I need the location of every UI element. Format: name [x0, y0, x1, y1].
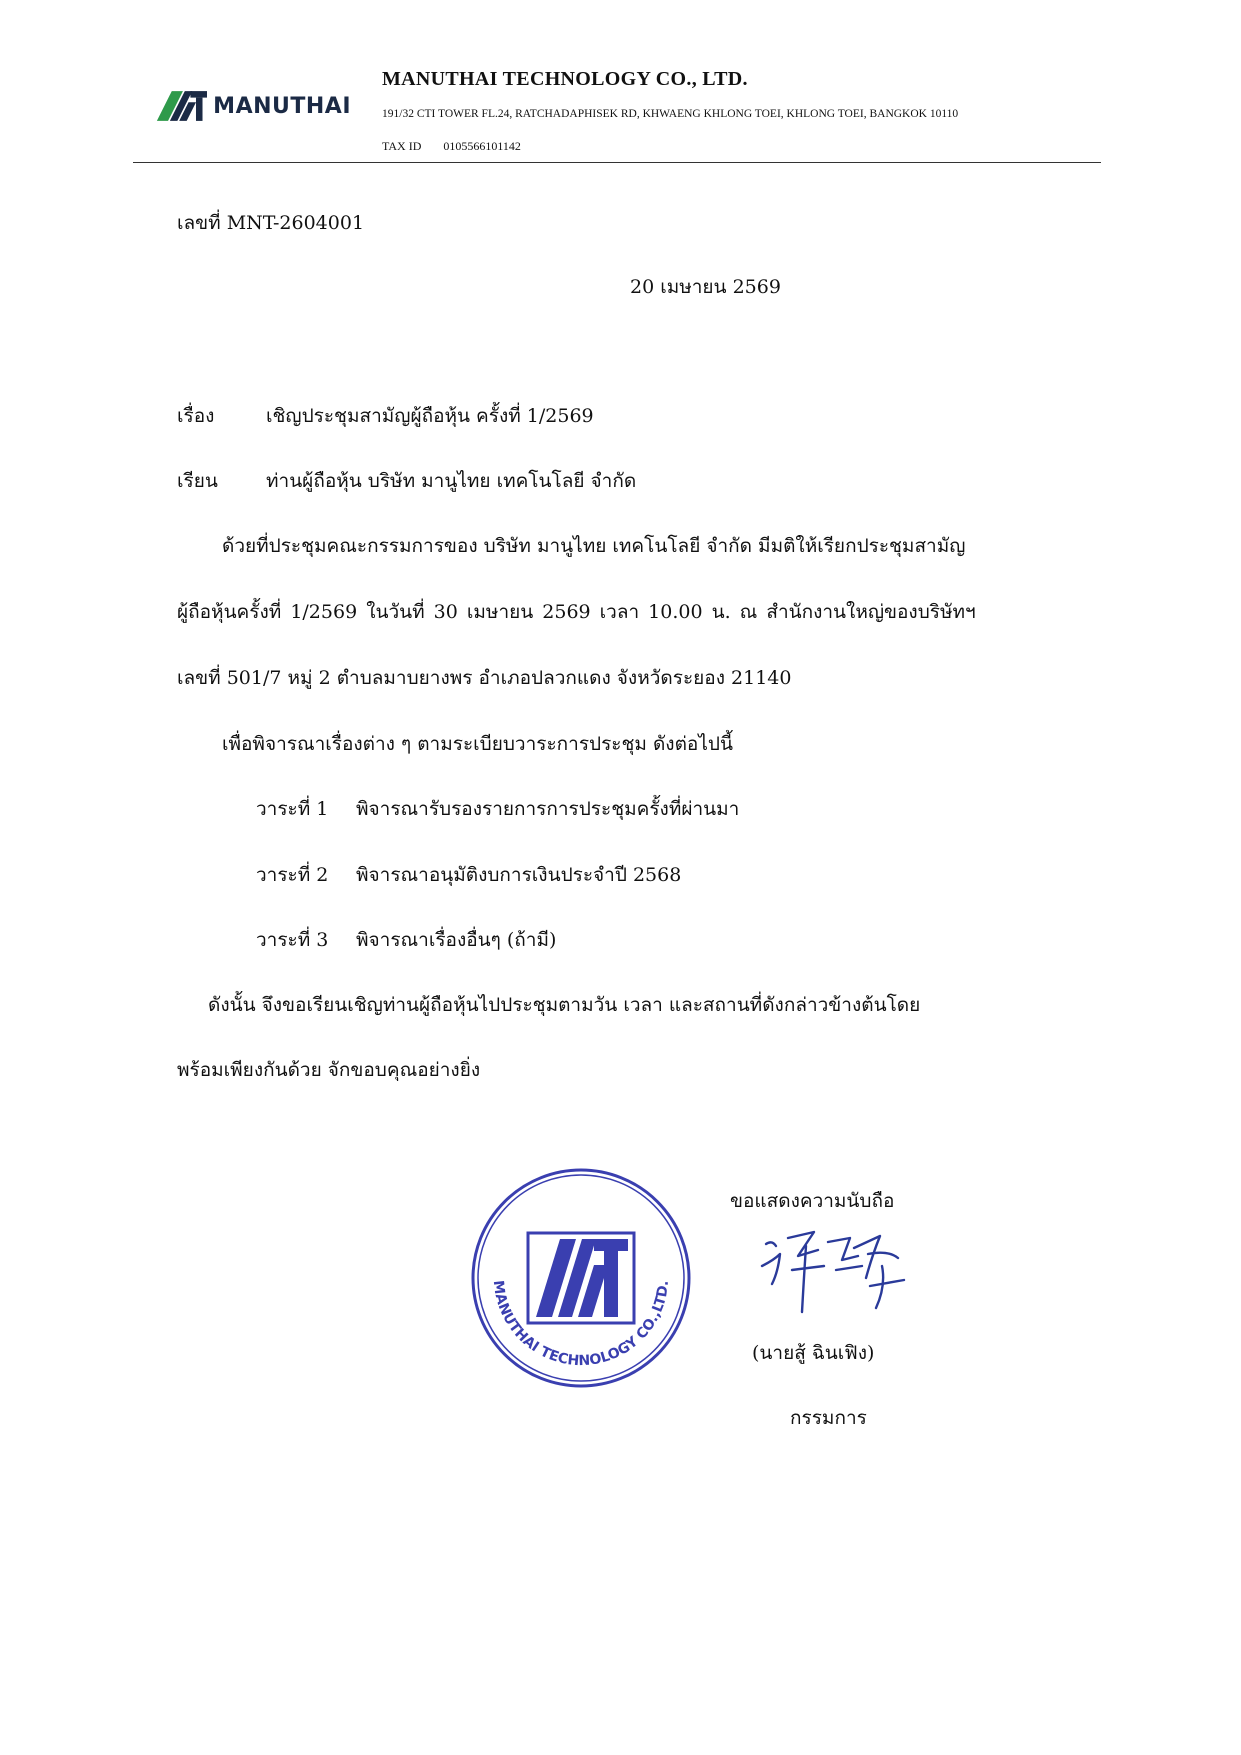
tax-id-line: [382, 139, 521, 154]
recipient-text: ท่านผู้ถือหุ้น บริษัท มานูไทย เทคโนโลยี จำกัด: [266, 470, 637, 492]
company-address: 191/32 CTI TOWER FL.24, RATCHADAPHISEK RD, KHWAENG KHLONG TOEI, KHLONG TOEI, BANGKOK 10110: [382, 108, 959, 120]
manuthai-logo-icon: [155, 88, 207, 124]
agenda-number: วาระที่ 3: [256, 929, 329, 951]
body-line-1: ด้วยที่ประชุมคณะกรรมการของ บริษัท มานูไทย เทคโนโลยี จำกัด มีมติให้เรียกประชุมสามัญ: [222, 535, 966, 557]
subject-text: เชิญประชุมสามัญผู้ถือหุ้น ครั้งที่ 1/2569: [266, 405, 594, 427]
agenda-text: พิจารณาเรื่องอื่นๆ (ถ้ามี): [356, 929, 557, 951]
seal-bottom-text: MANUTHAI TECHNOLOGY CO.,LTD.: [489, 1279, 672, 1370]
closing-line-1: ดังนั้น จึงขอเรียนเชิญท่านผู้ถือหุ้นไปประชุมตามวัน เวลา และสถานที่ดังกล่าวข้างต้นโดย: [208, 994, 921, 1016]
handwritten-signature: [758, 1226, 918, 1322]
tax-id-label: TAX ID: [382, 139, 422, 153]
seal-logo-icon: [528, 1233, 634, 1323]
subject-label: เรื่อง: [177, 405, 215, 427]
letter-date: 20 เมษายน 2569: [630, 276, 781, 298]
recipient-label: เรียน: [177, 470, 218, 492]
agenda-item: [256, 931, 556, 950]
agenda-number: วาระที่ 2: [256, 864, 329, 886]
company-logo: [155, 86, 351, 126]
signer-name: (นายสู้ ฉินเฟิง): [752, 1342, 875, 1364]
body-line-3: เลขที่ 501/7 หมู่ 2 ตำบลมาบยางพร อำเภอปลวกแดง จังหวัดระยอง 21140: [177, 667, 792, 689]
agenda-item: [256, 800, 739, 819]
header-divider: [133, 162, 1101, 163]
agenda-text: พิจารณาอนุมัติงบการเงินประจำปี 2568: [356, 864, 682, 886]
body-line-4: เพื่อพิจารณาเรื่องต่าง ๆ ตามระเบียบวาระการประชุม ดังต่อไปนี้: [222, 733, 733, 755]
agenda-item: [256, 866, 681, 885]
agenda-text: พิจารณารับรองรายการการประชุมครั้งที่ผ่านมา: [356, 798, 740, 820]
reference-number: เลขที่ MNT-2604001: [177, 212, 365, 234]
regards-text: ขอแสดงความนับถือ: [730, 1190, 895, 1212]
company-name: MANUTHAI TECHNOLOGY CO., LTD.: [382, 68, 748, 90]
agenda-number: วาระที่ 1: [256, 798, 329, 820]
body-line-2: ผู้ถือหุ้นครั้งที่ 1/2569 ในวันที่ 30 เมษายน 2569 เวลา 10.00 น. ณ สำนักงานใหญ่ของบริษัทฯ: [177, 601, 976, 623]
company-seal-stamp: [468, 1165, 694, 1391]
tax-id-value: 0105566101142: [443, 139, 521, 153]
closing-line-2: พร้อมเพียงกันด้วย จักขอบคุณอย่างยิ่ง: [177, 1059, 481, 1081]
logo-text: MANUTHAI: [213, 93, 351, 119]
signer-position: กรรมการ: [790, 1407, 867, 1429]
